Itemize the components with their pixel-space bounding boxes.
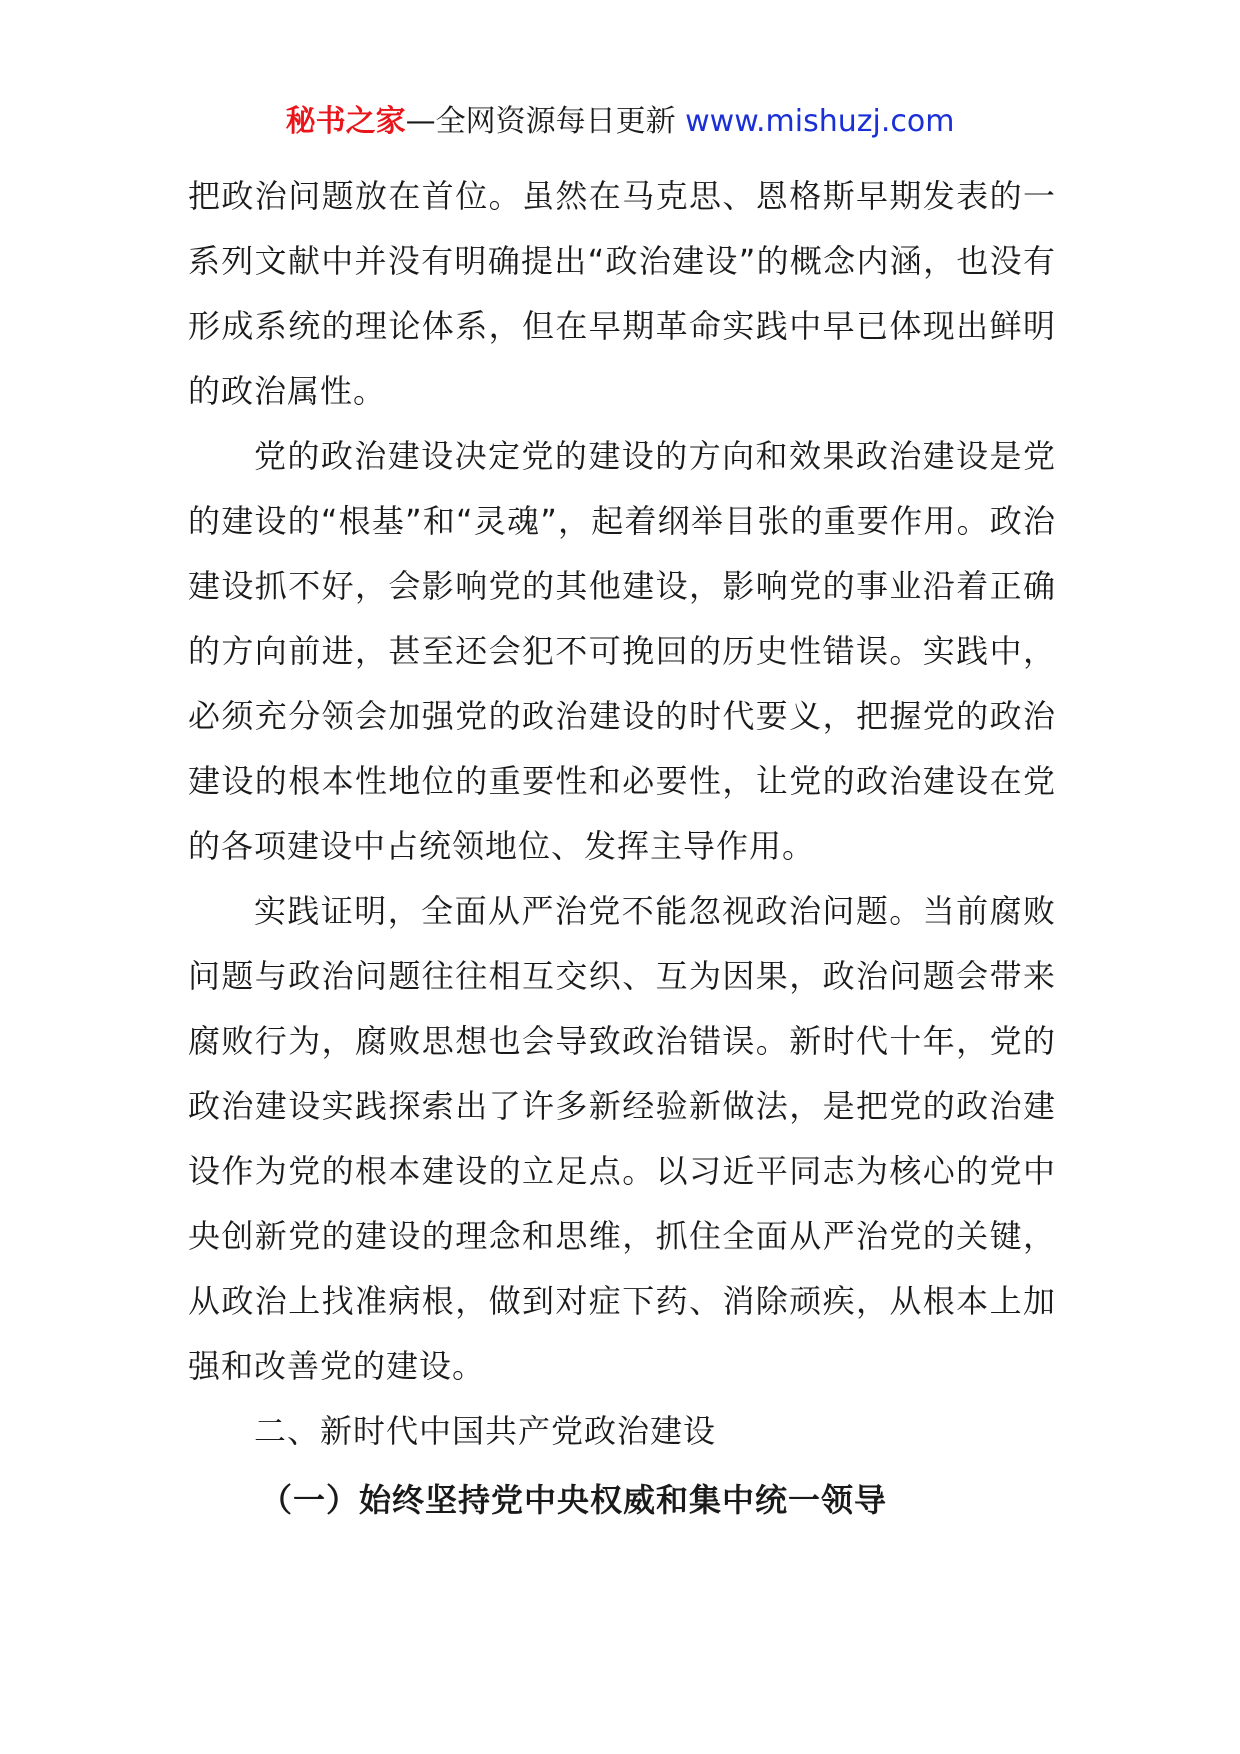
paragraph: 党的政治建设决定党的建设的方向和效果政治建设是党的建设的“根基”和“灵魂”，起着纲举目张的重要作用。政治建设抓不好，会影响党的其他建设，影响党的事业沿着正确的方向前进，甚至还会犯不可挽回的历史性错误。实践中，必须充分领会加强党的政治建设的时代要义，把握党的政治建设的根本性地位的重要性和必要性，让党的政治建设在党的各项建设中占统领地位、发挥主导作用。 (188, 437, 1056, 865)
site-tagline: —全网资源每日更新 (405, 104, 686, 139)
paragraph: 实践证明，全面从严治党不能忽视政治问题。当前腐败问题与政治问题往往相互交织、互为因果，政治问题会带来腐败行为，腐败思想也会导致政治错误。新时代十年，党的政治建设实践探索出了许多新经验新做法，是把党的政治建设作为党的根本建设的立足点。以习近平同志为核心的党中央创新党的建设的理念和思维，抓住全面从严治党的关键，从政治上找准病根，做到对症下药、消除顽疾，从根本上加强和改善党的建设。 (188, 892, 1056, 1385)
site-brand: 秘书之家 (285, 104, 406, 139)
paragraph-continuation: 把政治问题放在首位。虽然在马克思、恩格斯早期发表的一系列文献中并没有明确提出“政治建设”的概念内涵，也没有形成系统的理论体系，但在早期革命实践中早已体现出鲜明的政治属性。 (188, 177, 1056, 410)
subsection-heading: （一）始终坚持党中央权威和集中统一领导 (260, 1481, 888, 1519)
site-header (0, 100, 1240, 144)
document-body (188, 164, 1056, 1536)
section-heading: 二、新时代中国共产党政治建设 (254, 1412, 717, 1450)
site-url-link[interactable]: www.mishuzj.com (685, 104, 955, 139)
